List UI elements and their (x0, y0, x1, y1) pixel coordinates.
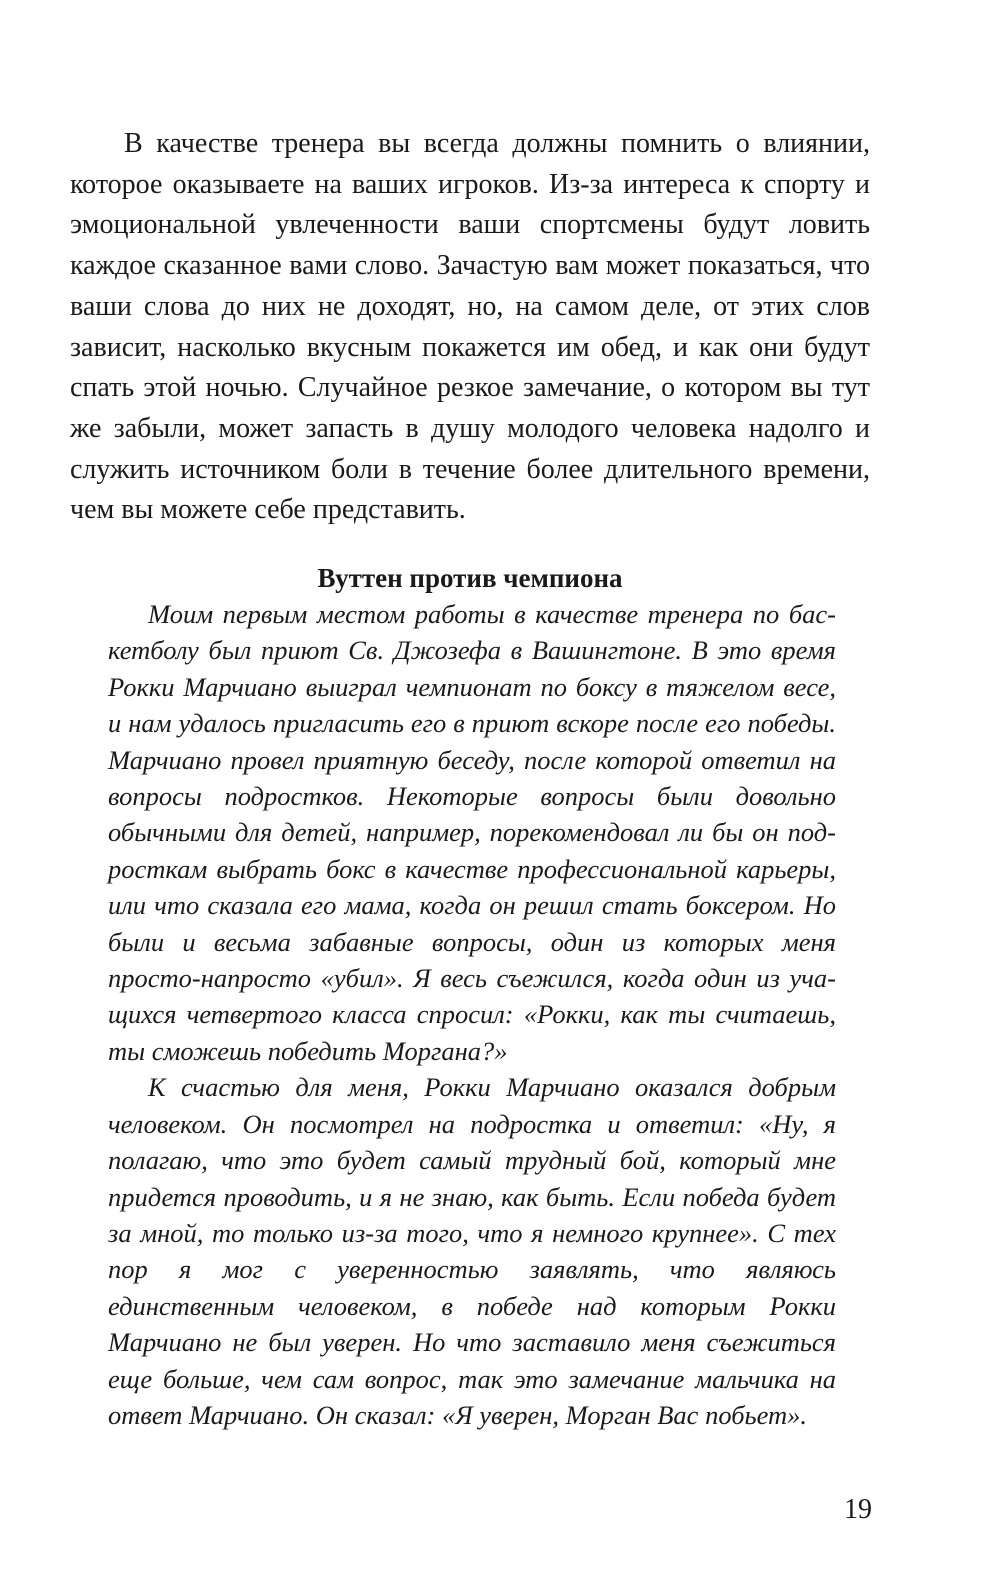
page-number: 19 (844, 1494, 872, 1525)
story-paragraph-2: К счастью для меня, Рокки Марчиано оказался добрым человеком. Он посмотрел на подростка и ответил: «Ну, я полагаю, что это будет самый трудный бой, который мне придется проводить, и я не знаю, как быть. Если победа будет за мной, то только из-за того, что я немного крупнее». С тех пор я мог с уверенностью заявлять, что являюсь единственным человеком, в победе над которым Рокки Марчиано не был уверен. Но что заставило меня съежиться еще больше, чем сам вопрос, так это замечание мальчика на ответ Марчиано. Он сказал: «Я уверен, Морган Вас побьет». (108, 1072, 836, 1430)
story-paragraph-1: Моим первым местом работы в качестве тренера по баскетболу был приют Св. Джозефа в Вашингтоне. В это время Рокки Марчиано выиграл чемпионат по боксу в тяжелом весе, и нам удалось пригласить его в приют вскоре после его победы. Марчиано провел приятную беседу, после которой ответил на вопросы подростков. Некоторые вопросы были довольно обычными для детей, например, порекомендовал ли бы он подросткам выбрать бокс в качестве профессиональной карьеры, или что сказала его мама, когда он решил стать боксером. Но были и весьма забавные вопросы, один из которых меня просто-напросто «убил». Я весь съежился, когда один из учащихся четвертого класса спросил: «Рокки, как ты считаешь, ты сможешь победить Моргана?» (108, 599, 836, 1066)
intro-paragraph: В качестве тренера вы всегда должны помнить о влиянии, которое оказываете на ваших игроков. Из-за интереса к спорту и эмоциональной увлеченности ваши спортсмены будут ловить каждое сказанное вами слово. Зачастую вам может показаться, что ваши слова до них не доходят, но, на самом деле, от этих слов зависит, насколько вкусным покажется им обед, и как они будут спать этой ночью. Случайное резкое замечание, о котором вы тут же забыли, может запасть в душу молодого человека надолго и служить источником боли в течение более длительного времени, чем вы можете себе представить. (70, 128, 870, 526)
section-title: Вуттен против чемпиона (317, 563, 623, 593)
story-block (108, 596, 836, 1433)
